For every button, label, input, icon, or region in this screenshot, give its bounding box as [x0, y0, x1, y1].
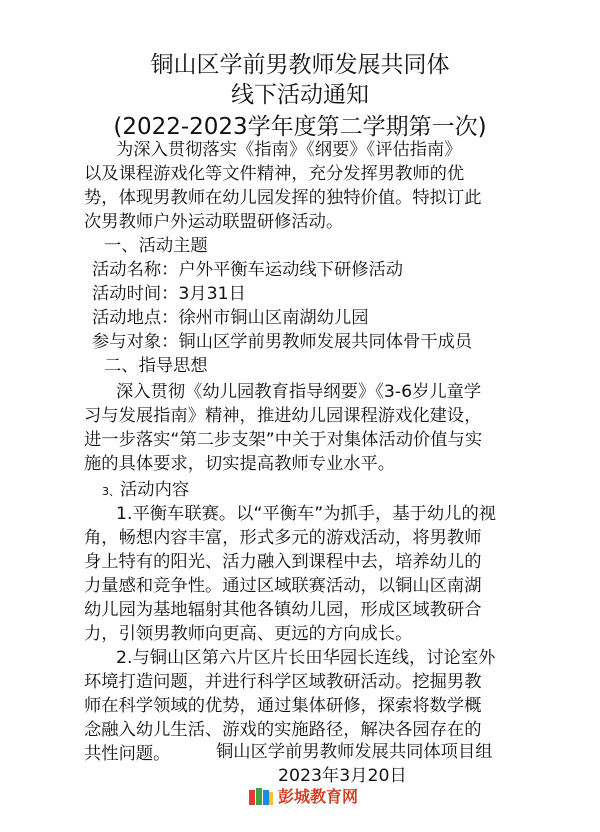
watermark-logo — [248, 786, 368, 808]
activity-place: 活动地点：徐州市铜山区南湖幼儿园 — [92, 308, 369, 328]
content-item1-line: 1.平衡车联赛。以“平衡车”为抓手，基于幼儿的视 — [116, 504, 497, 524]
content-item2-line: 环境打造问题，并进行科学区域教研活动。挖掘男教 — [84, 672, 482, 692]
guiding-line: 进一步落实“第二步支架”中关于对集体活动价值与实 — [84, 430, 483, 450]
intro-line: 为深入贯彻落实《指南》《纲要》《评估指南》 — [116, 140, 462, 160]
section-heading-theme: 一、活动主题 — [104, 236, 208, 256]
content-item1-line: 角，畅想内容丰富，形式多元的游戏活动，将男教师 — [84, 528, 482, 548]
watermark-text: 彭城教育网 — [278, 787, 359, 806]
content-item1-line: 幼儿园为基地辐射其他各镇幼儿园，形成区域教研合 — [84, 600, 482, 620]
intro-line: 以及课程游戏化等文件精神，充分发挥男教师的优 — [84, 164, 465, 184]
activity-participants: 参与对象：铜山区学前男教师发展共同体骨干成员 — [92, 332, 473, 352]
section-heading-guiding: 二、指导思想 — [104, 356, 208, 376]
notice-title-line2: 线下活动通知 — [231, 82, 369, 108]
content-item1-line: 力，引领男教师向更高、更远的方向成长。 — [84, 624, 413, 644]
guiding-line: 施的具体要求，切实提高教师专业水平。 — [84, 454, 396, 474]
footer-date: 2023年3月20日 — [278, 766, 407, 786]
guiding-line: 习与发展指南》精神，推进幼儿园课程游戏化建设， — [84, 406, 482, 426]
content-item2-line: 共性问题。 — [84, 744, 171, 764]
notice-title-line1: 铜山区学前男教师发展共同体 — [150, 52, 450, 78]
content-item2-line: 师在科学领域的优势，通过集体研修，探索将数学概 — [84, 696, 482, 716]
intro-line: 势，体现男教师在幼儿园发挥的独特价值。特拟订此 — [84, 188, 482, 208]
content-item1-line: 力量感和竞争性。通过区域联赛活动，以铜山区南湖 — [84, 576, 482, 596]
content-item2-line: 2.与铜山区第六片区片长田华园长连线，讨论室外 — [116, 648, 496, 668]
section-heading-content — [102, 478, 189, 504]
intro-line: 次男教师户外运动联盟研修活动。 — [84, 212, 344, 232]
book-icon — [248, 787, 274, 807]
activity-time: 活动时间：3月31日 — [92, 284, 246, 304]
section-heading-label: 活动内容 — [120, 480, 190, 500]
section-number: 3、 — [102, 485, 120, 498]
content-item2-line: 念融入幼儿生活、游戏的实施路径，解决各园存在的 — [84, 720, 482, 740]
guiding-line: 深入贯彻《幼儿园教育指导纲要》《3-6岁儿童学 — [116, 382, 482, 402]
footer-organization: 铜山区学前男教师发展共同体项目组 — [216, 742, 493, 762]
activity-name: 活动名称：户外平衡车运动线下研修活动 — [92, 260, 404, 280]
content-item1-line: 身上特有的阳光、活力融入到课程中去，培养幼儿的 — [84, 552, 482, 572]
notice-subtitle-term: (2022-2023学年度第二学期第一次) — [113, 114, 487, 140]
